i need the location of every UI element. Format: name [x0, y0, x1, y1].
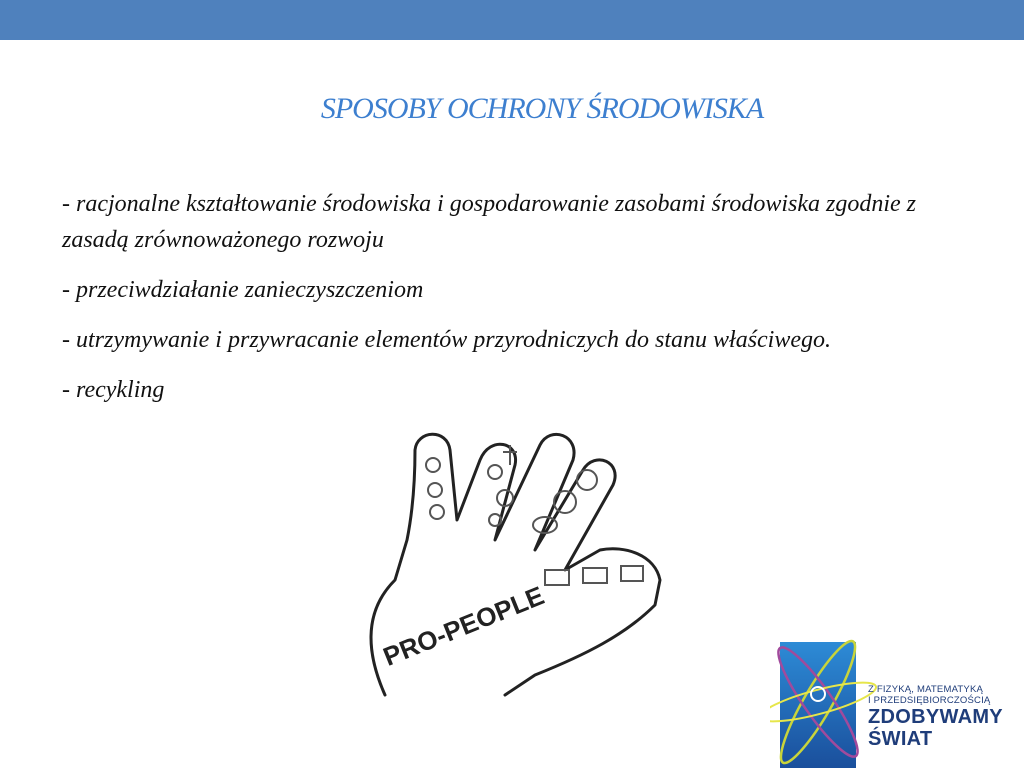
logo-line-3: ZDOBYWAMY — [868, 706, 1003, 728]
header-band — [0, 0, 1024, 40]
bullet-item: - racjonalne kształtowanie środowiska i gospodarowanie zasobami środowiska zgodnie z zasadą zrównoważonego rozwoju — [62, 191, 917, 253]
logo-line-2: I PRZEDSIĘBIORCZOŚCIĄ — [868, 695, 991, 706]
atom-orbit-icon — [770, 622, 880, 768]
logo-line-1: Z FIZYKĄ, MATEMATYKĄ — [868, 684, 984, 695]
bullet-item: - przeciwdziałanie zanieczyszczeniom — [62, 277, 424, 303]
logo-line-4: ŚWIAT — [868, 728, 933, 750]
slide-title: SPOSOBY OCHRONY ŚRODOWISKA — [320, 92, 764, 125]
logo-text — [868, 684, 1024, 750]
project-logo — [770, 622, 1024, 768]
bullet-list — [62, 186, 922, 422]
bullet-item: - utrzymywanie i przywracanie elementów przyrodniczych do stanu właściwego. — [62, 327, 832, 353]
pro-people-hand-image — [355, 420, 685, 700]
hand-text: PRO-PEOPLE — [378, 580, 549, 672]
bullet-item: - recykling — [62, 377, 165, 403]
